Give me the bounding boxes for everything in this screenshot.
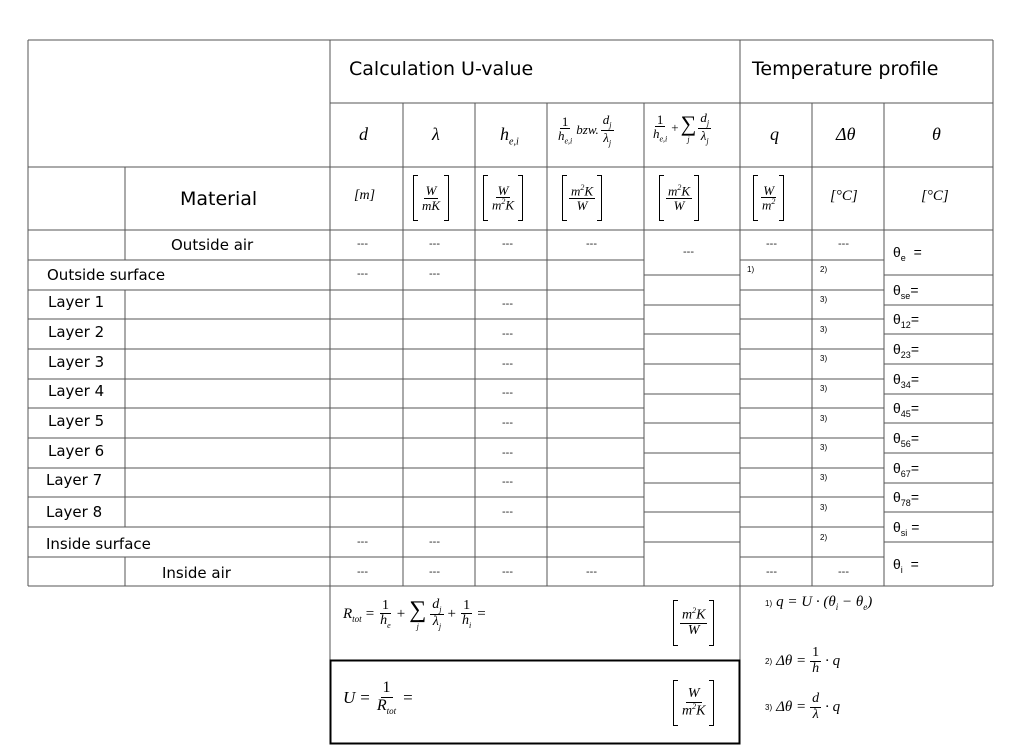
footnote-mark: 2) — [820, 265, 828, 274]
rtot-unit: $\frac{m^2K}{W}$ — [673, 600, 714, 651]
row-label-layer-6: Layer 6 — [48, 442, 105, 460]
dash: --- — [502, 358, 513, 370]
footnote-mark: 3) — [820, 325, 828, 334]
theta-45: $\theta_{45}=$ — [893, 400, 919, 419]
footnote-mark: 3) — [820, 384, 828, 393]
symbol-total-resistance: $\frac{1}{h_{e,i}}$ + ∑ j $\frac{d_j}{\lambda_j}$ — [653, 110, 710, 146]
formula-3: 3) Δθ = $\frac{d}{\lambda}$ · q — [765, 691, 841, 722]
row-label-outside-air: Outside air — [171, 236, 254, 254]
row-label-layer-5: Layer 5 — [48, 412, 105, 430]
theta-67: $\theta_{67}=$ — [893, 460, 919, 479]
theta-56: $\theta_{56}=$ — [893, 430, 919, 449]
footnote-mark: 3) — [820, 295, 828, 304]
theta-i: $\theta_i$ = — [893, 556, 919, 575]
formula-1: 1) $q = U \cdot (\theta_i - \theta_e)$ — [765, 594, 873, 612]
symbol-q: q — [770, 124, 779, 144]
dash: --- — [766, 238, 777, 250]
dash: --- — [766, 566, 777, 578]
dash: --- — [502, 476, 513, 488]
material-header: Material — [180, 188, 258, 210]
theta-se: $\theta_{se}=$ — [893, 282, 919, 301]
theta-78: $\theta_{78}=$ — [893, 489, 919, 508]
theta-12: $\theta_{12}=$ — [893, 311, 919, 330]
row-label-inside-air: Inside air — [162, 564, 231, 582]
dash: --- — [502, 417, 513, 429]
dash: --- — [502, 506, 513, 518]
symbol-resistance: $\frac{1}{h_{e,i}}$ bzw. $\frac{d_j}{\lambda_j}$ — [558, 112, 612, 148]
unit-h: $\frac{W}{m^2K}$ — [483, 175, 523, 225]
dash: --- — [357, 566, 368, 578]
u-unit: $\frac{W}{m^2K}$ — [673, 680, 714, 731]
footnote-mark: 1) — [747, 265, 755, 274]
footnote-mark: 3) — [820, 354, 828, 363]
row-label-layer-3: Layer 3 — [48, 353, 105, 371]
symbol-lambda: λ — [432, 124, 440, 144]
symbol-dtheta: Δθ — [836, 124, 856, 144]
dash: --- — [586, 238, 597, 250]
dash: --- — [357, 238, 368, 250]
dash: --- — [429, 268, 440, 280]
unit-lambda: $\frac{W}{mK}$ — [413, 175, 449, 225]
footnote-mark: 3) — [820, 503, 828, 512]
dash: --- — [502, 238, 513, 250]
row-label-layer-8: Layer 8 — [46, 503, 103, 521]
theta-34: $\theta_{34}=$ — [893, 371, 919, 390]
theta-23: $\theta_{23}=$ — [893, 341, 919, 360]
dash: --- — [357, 536, 368, 548]
row-label-inside-surface: Inside surface — [46, 535, 151, 553]
dash: --- — [502, 387, 513, 399]
dash: --- — [838, 238, 849, 250]
dash: --- — [502, 566, 513, 578]
row-label-layer-7: Layer 7 — [46, 471, 103, 489]
rtot-formula: $R_{tot}$ = $\frac{1}{h_e}$ + ∑ j $\frac{d_j}{\lambda_j}$ + $\frac{1}{h_i}$ = — [343, 597, 486, 632]
dash: --- — [429, 536, 440, 548]
dash: --- — [838, 566, 849, 578]
theta-e: $\theta_e$ = — [893, 244, 922, 263]
symbol-h: $h_{e,i}$ — [500, 124, 519, 148]
dash: --- — [429, 566, 440, 578]
symbol-d: d — [359, 124, 368, 144]
dash: --- — [683, 246, 694, 258]
footnote-mark: 3) — [820, 443, 828, 452]
footnote-mark: 3) — [820, 414, 828, 423]
temperature-header: Temperature profile — [752, 58, 939, 80]
dash: --- — [502, 298, 513, 310]
unit-dtheta: [°C] — [830, 188, 858, 204]
dash: --- — [502, 447, 513, 459]
row-label-layer-4: Layer 4 — [48, 382, 105, 400]
dash: --- — [502, 328, 513, 340]
formula-2: 2) Δθ = $\frac{1}{h}$ · q — [765, 645, 841, 676]
unit-resistance: $\frac{m^2K}{W}$ — [562, 175, 602, 225]
dash: --- — [357, 268, 368, 280]
row-label-layer-2: Layer 2 — [48, 323, 105, 341]
theta-si: $\theta_{si}$ = — [893, 519, 920, 538]
symbol-theta: θ — [932, 124, 941, 144]
dash: --- — [429, 238, 440, 250]
row-label-outside-surface: Outside surface — [47, 266, 166, 284]
unit-total-resistance: $\frac{m^2K}{W}$ — [659, 175, 699, 225]
dash: --- — [586, 566, 597, 578]
footnote-mark: 3) — [820, 473, 828, 482]
calculation-header: Calculation U-value — [349, 58, 534, 80]
unit-d: [m] — [354, 188, 376, 203]
row-label-layer-1: Layer 1 — [48, 293, 105, 311]
u-formula: U = $\frac{1}{R_{tot}}$ = — [343, 679, 413, 716]
footnote-mark: 2) — [820, 533, 828, 542]
unit-q: $\frac{W}{m^2}$ — [753, 175, 784, 225]
unit-theta: [°C] — [921, 188, 949, 204]
